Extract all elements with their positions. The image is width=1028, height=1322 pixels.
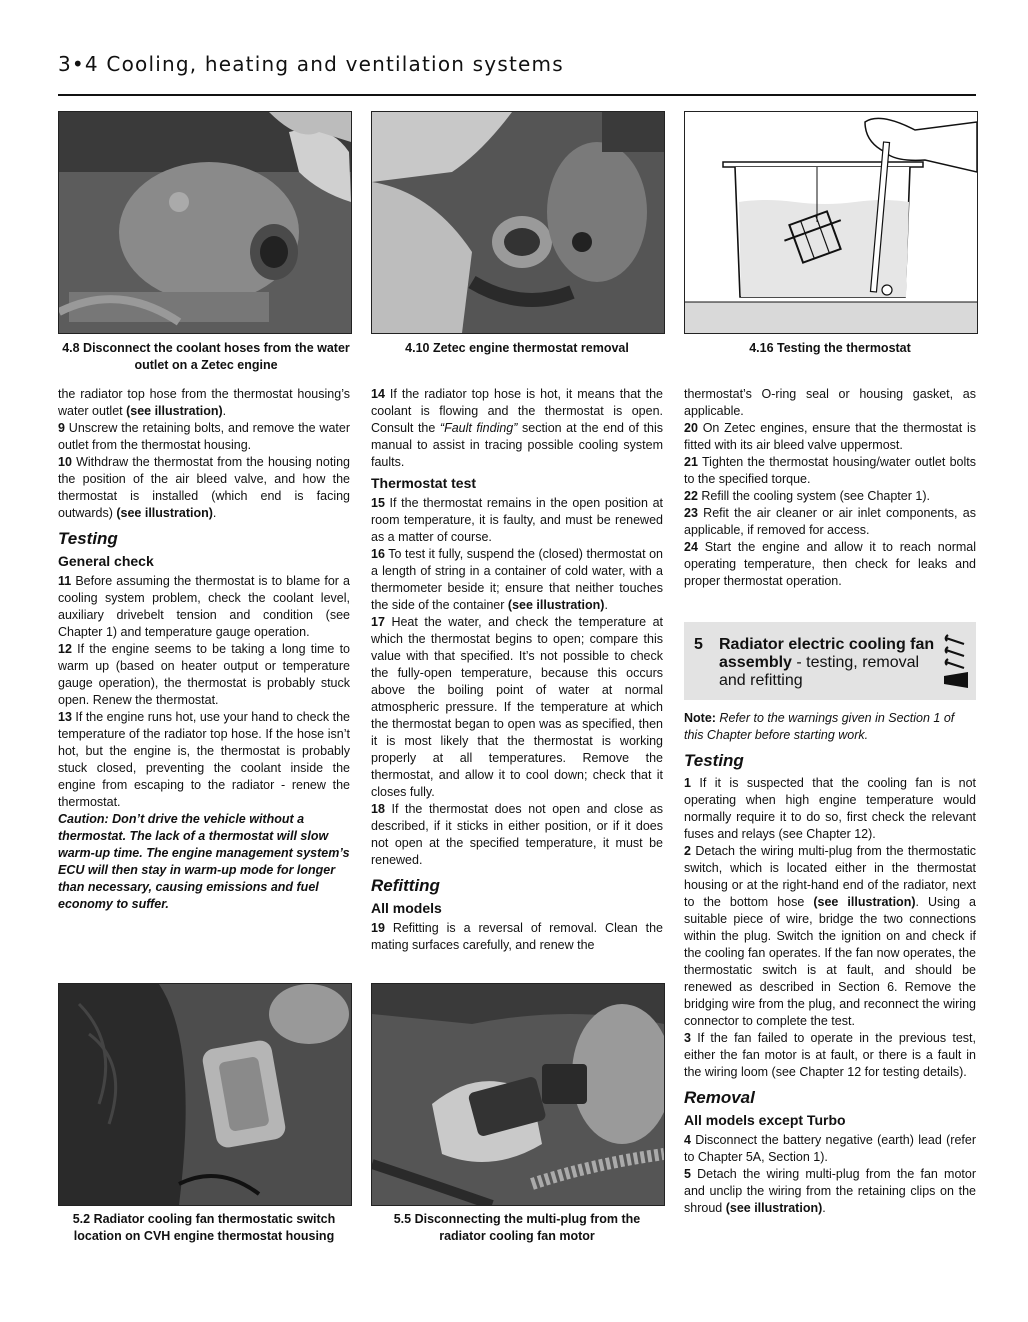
note: Note: Refer to the warnings given in Section 1 of this Chapter before starting work. [684,711,955,742]
heading-thermostat-test: Thermostat test [371,475,477,491]
para-11: 11 Before assuming the thermostat is to blame for a cooling system problem, check the coolant level, auxiliary drivebelt tension and condition (see Chapter 1) and temperature gauge operation. [58,574,350,639]
para-16: 16 To test it fully, suspend the (closed) thermostat on a length of string in a container of cold water, with a thermometer beside it; ensure that neither touches the side of the container (see illustration). [371,547,663,612]
caption-5-2: 5.2 Radiator cooling fan thermostatic switch location on CVH engine thermostat housing [72,1212,336,1243]
para-continued: the radiator top hose from the thermostat housing’s water outlet (see illustration). [58,387,350,418]
section-title: Radiator electric cooling fan assembly - testing, removal and refitting [719,636,935,689]
column-1 [58,386,350,913]
drawing-4-16 [684,111,978,334]
page-header: 3•4 Cooling, heating and ventilation systems [58,52,564,76]
heading-refitting: Refitting [371,876,440,895]
para-21: 21 Tighten the thermostat housing/water outlet bolts to the specified torque. [684,455,976,486]
photo-4-10 [371,111,665,334]
section-number: 5 [694,636,703,653]
heading-all-models: All models [371,900,442,916]
caution-text: Caution: Don’t drive the vehicle without a thermostat. The lack of a thermostat will slow warm-up time. The engine management system’s ECU will then stay in warm-up mode for longer than necessary, causing emissions and fuel economy to suffer. [58,812,350,911]
caption-4-16: 4.16 Testing the thermostat [749,341,911,355]
column-3-upper [684,386,976,590]
difficulty-wrench-icon [942,632,970,690]
para-12: 12 If the engine seems to be taking a long time to warm up (based on heater output or temperature gauge operation), the thermostat is probably stuck open. Renew the thermostat. [58,642,350,707]
heading-general-check: General check [58,553,154,569]
para-9: 9 Unscrew the retaining bolts, and remove the water outlet from the thermostat housing. [58,421,350,452]
caption-4-10: 4.10 Zetec engine thermostat removal [405,341,629,355]
para-19: 19 Refitting is a reversal of removal. Clean the mating surfaces carefully, and renew the [371,921,663,952]
para-5-3: 3 If the fan failed to operate in the previous test, either the fan motor is at fault, or there is a fault in the wiring loom (see Chapter 12 for testing details). [684,1031,976,1079]
para-5-1: 1 If it is suspected that the cooling fan is not operating when high engine temperature would normally require it to do so, first check the relevant fuses and relays (see Chapter 12). [684,776,976,841]
para-18: 18 If the thermostat does not open and close as described, if it sticks in either position, or if it does not open at the specified temperature, it must be renewed. [371,802,663,867]
caption-5-5: 5.5 Disconnecting the multi-plug from the radiator cooling fan motor [393,1212,641,1243]
heading-all-models-except-turbo: All models except Turbo [684,1112,846,1128]
column-2 [371,386,663,954]
heading-removal: Removal [684,1088,755,1107]
para-5-2: 2 Detach the wiring multi-plug from the thermostatic switch, which is located either in the thermostat housing or at the right-hand end of the radiator, next to the bottom hose (see illustration). Using a suitable piece of wire, bridge the two connections within the plug. Switch the ignition on and check if the cooling fan operates. If the fan now operates, the thermostatic switch is at fault, and should be renewed as described in Section 6. Remove the bridging wire from the plug, and reconnect the wiring connector to complete the test. [684,844,976,1028]
heading-testing: Testing [58,529,118,548]
photo-5-5 [371,983,665,1206]
para-5-4: 4 Disconnect the battery negative (earth) lead (refer to Chapter 5A, Section 1). [684,1133,976,1164]
section-5-heading-box [684,622,976,700]
para-14: 14 If the radiator top hose is hot, it means that the coolant is flowing and the thermostat is open. Consult the “Fault finding” section at the end of this manual to assist in tracing possible cooling system faults. [371,387,663,469]
para-17: 17 Heat the water, and check the temperature at which the thermostat begins to open; compare this value with that specified. It’s not possible to check the fully-open temperature, because this occurs above the boiling point of water at normal atmospheric pressure. If the temperature at which the thermostat began to open was as specified, then it is most likely that the thermostat is working properly at all temperatures. Remove the thermostat, and allow it to cool down; check that it closes fully. [371,615,663,799]
photo-4-8 [58,111,352,334]
para-5-5: 5 Detach the wiring multi-plug from the fan motor and unclip the wiring from the retaining clips on the shroud (see illustration). [684,1167,976,1215]
photo-5-2 [58,983,352,1206]
header-rule [58,94,976,96]
para-15: 15 If the thermostat remains in the open position at room temperature, it is faulty, and must be renewed as a matter of course. [371,496,663,544]
para-24: 24 Start the engine and allow it to reach normal operating temperature, then check for leaks and proper thermostat operation. [684,540,976,588]
para-20: 20 On Zetec engines, ensure that the thermostat is fitted with its air bleed valve uppermost. [684,421,976,452]
para-continued-3: thermostat’s O-ring seal or housing gasket, as applicable. [684,387,976,418]
column-3-lower [684,710,976,1217]
heading-testing-5: Testing [684,751,744,770]
para-10: 10 Withdraw the thermostat from the housing noting the position of the air bleed valve, and how the thermostat is installed (which end is facing outwards) (see illustration). [58,455,350,520]
para-22: 22 Refill the cooling system (see Chapter 1). [684,489,930,503]
para-23: 23 Refit the air cleaner or air inlet components, as applicable, if removed for access. [684,506,976,537]
para-13: 13 If the engine runs hot, use your hand to check the temperature of the radiator top hose. If the hose isn’t hot, but the engine is, the thermostat is probably stuck closed, preventing the coolant inside the engine from escaping to the radiator - renew the thermostat. [58,710,350,809]
caption-4-8: 4.8 Disconnect the coolant hoses from the water outlet on a Zetec engine [62,341,350,372]
